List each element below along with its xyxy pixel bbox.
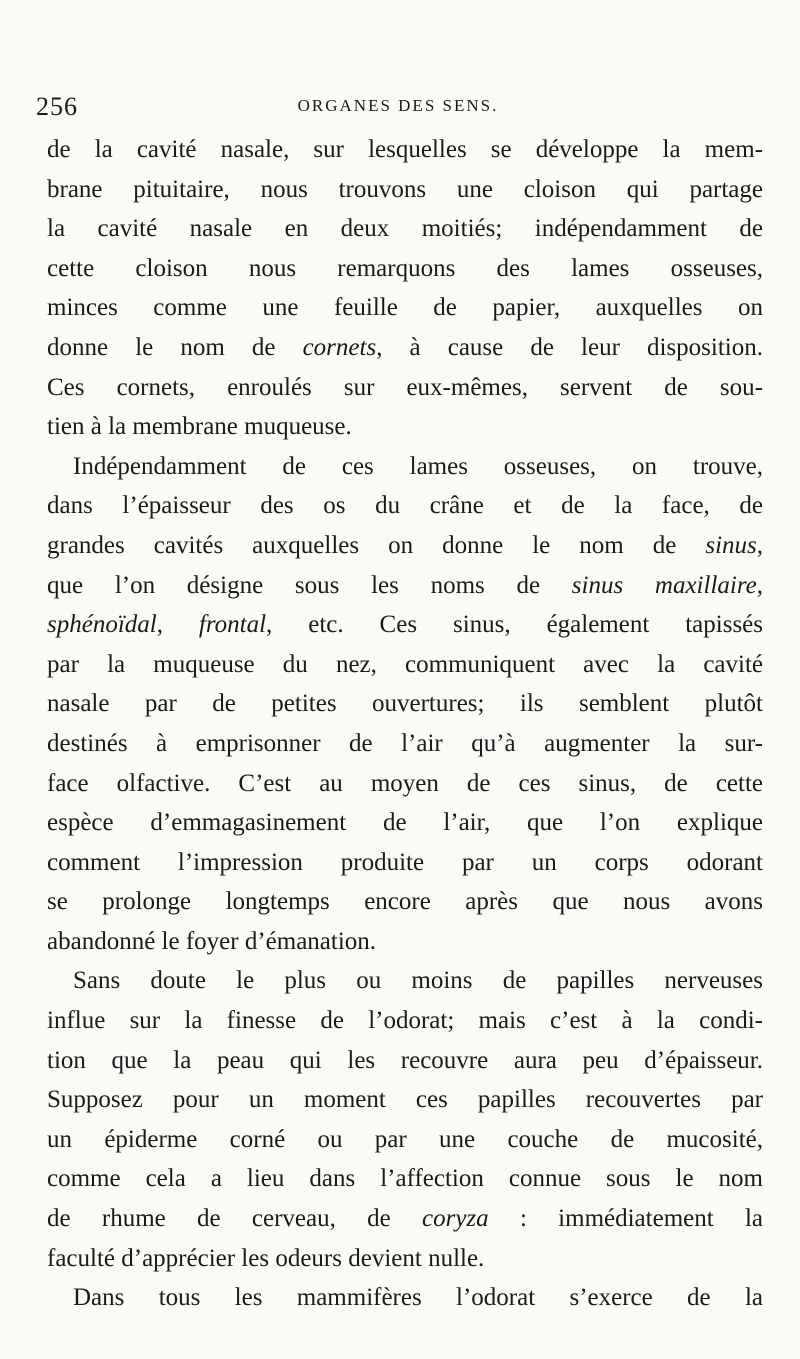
text-segment: cette cloison nous remarquons des lames osseuses, [47,254,763,282]
italic-term: frontal [198,611,267,639]
text-line [47,605,763,645]
text-line [47,684,763,724]
text-line [47,447,763,487]
italic-term: sphénoïdal [47,611,157,639]
text-segment: face olfactive. C’est au moyen de ces sinus, de cette [47,769,763,797]
text-segment: Ces cornets, enroulés sur eux-mêmes, servent de sou- [47,373,763,401]
text-segment: faculté d’apprécier les odeurs devient nulle. [47,1244,485,1272]
text-line [47,1001,763,1041]
text-segment: , [756,531,763,559]
text-line [47,209,763,249]
text-line [47,1080,763,1120]
text-line [47,368,763,408]
text-segment: Dans tous les mammifères l’odorat s’exerce de la [73,1284,763,1312]
text-segment: abandonné le foyer d’émanation. [47,927,377,955]
text-segment: influe sur la finesse de l’odorat; mais c’est à la condi- [47,1007,763,1035]
italic-term: sinus maxillaire [571,571,757,599]
text-line [47,724,763,764]
text-line [47,566,763,606]
text-line [47,922,763,962]
text-line [47,526,763,566]
text-segment: par la muqueuse du nez, communiquent avec la cavité [47,650,763,678]
text-segment: espèce d’emmagasinement de l’air, que l’on explique [47,809,763,837]
text-segment: comment l’impression produite par un corps odorant [47,848,763,876]
text-line [47,1199,763,1239]
text-segment: de la cavité nasale, sur lesquelles se développe la mem- [47,136,763,163]
running-title: ORGANES DES SENS. [297,96,499,115]
text-line [47,1120,763,1160]
text-line [47,407,763,447]
text-line [47,328,763,368]
text-segment: , etc. Ces sinus, également tapissés [266,611,763,639]
italic-term: cornets [302,333,377,361]
text-segment: de rhume de cerveau, de [47,1205,423,1233]
text-segment: nasale par de petites ouvertures; ils semblent plutôt [47,690,763,718]
text-line [47,249,763,289]
italic-term: sinus [705,531,757,559]
text-segment: la cavité nasale en deux moitiés; indépendamment de [47,215,763,243]
text-segment: Sans doute le plus ou moins de papilles nerveuses [73,967,763,995]
text-line [47,170,763,210]
text-segment: : immédiatement la [488,1205,763,1233]
text-segment: se prolonge longtemps encore après que nous avons [47,888,763,916]
text-segment: minces comme une feuille de papier, auxquelles on [47,294,763,322]
page-number: 256 [36,92,78,121]
text-segment: comme cela a lieu dans l’affection connue sous le nom [47,1165,763,1193]
text-segment: brane pituitaire, nous trouvons une cloison qui partage [47,175,763,203]
text-segment: Supposez pour un moment ces papilles recouvertes par [47,1086,763,1114]
page-header [36,92,760,132]
text-line [47,764,763,804]
body-text [47,130,763,1318]
italic-term: coryza [422,1205,489,1233]
text-segment: un épiderme corné ou par une couche de mucosité, [47,1125,763,1153]
text-line [47,288,763,328]
text-line [47,843,763,883]
text-line [47,803,763,843]
text-segment: tion que la peau qui les recouvre aura peu d’épaisseur. [47,1046,763,1074]
text-segment: tien à la membrane muqueuse. [47,413,352,441]
text-segment: , [156,611,199,639]
text-segment: Indépendamment de ces lames osseuses, on trouve, [73,452,763,480]
text-line [47,1159,763,1199]
text-segment: que l’on désigne sous les noms de [47,571,572,599]
text-segment: grandes cavités auxquelles on donne le nom de [47,531,706,559]
text-line [47,645,763,685]
text-line [47,882,763,922]
text-line [47,130,763,170]
text-line [47,486,763,526]
text-line [47,1239,763,1279]
text-line [47,961,763,1001]
text-segment: dans l’épaisseur des os du crâne et de la face, de [47,492,763,520]
text-segment: destinés à emprisonner de l’air qu’à augmenter la sur- [47,729,763,757]
text-segment: , [756,571,763,599]
text-line [47,1278,763,1318]
text-line [47,1041,763,1081]
text-segment: donne le nom de [47,333,303,361]
text-segment: , à cause de leur disposition. [376,333,763,361]
